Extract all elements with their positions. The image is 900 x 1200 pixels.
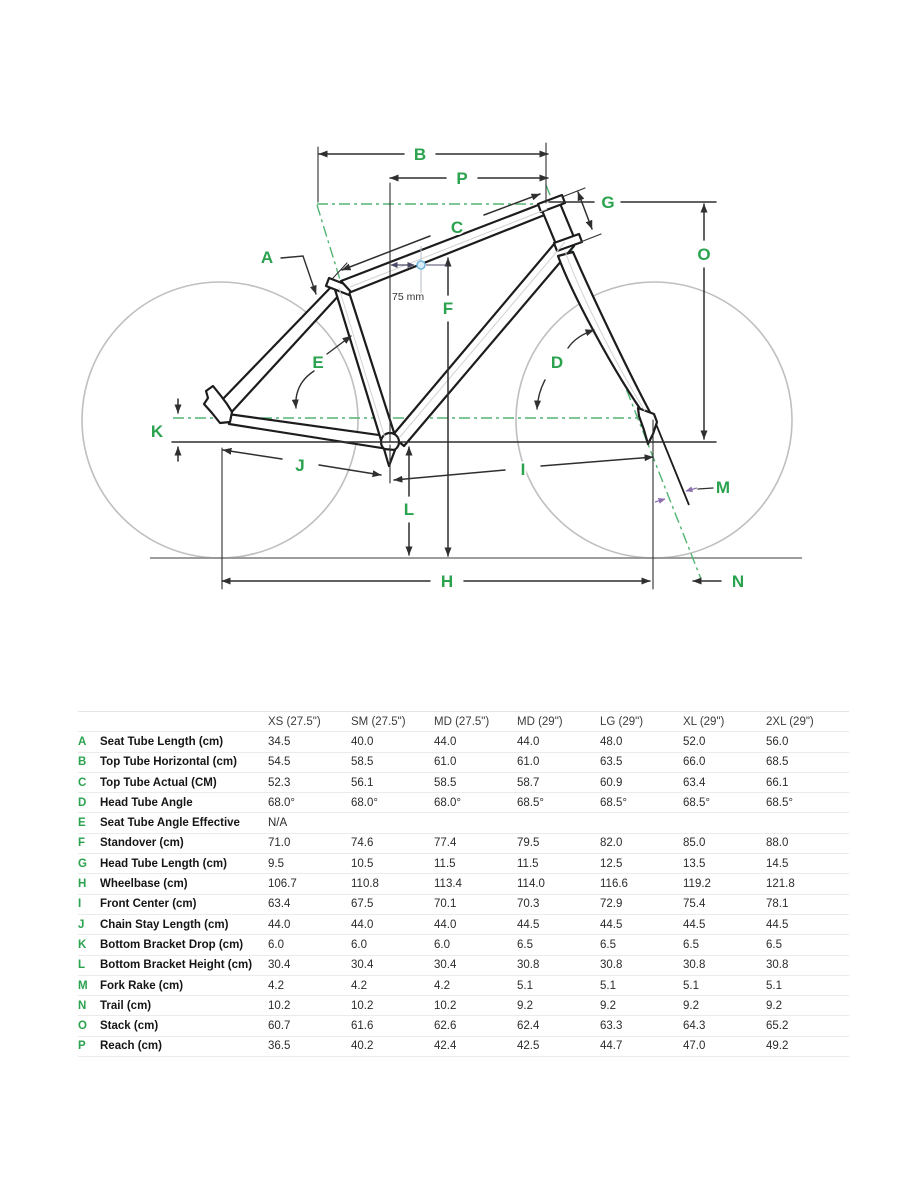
geometry-table [78,711,834,1057]
row-value: 68.5° [600,793,683,813]
row-value: 61.6 [351,1016,434,1036]
row-value: 47.0 [683,1036,766,1056]
row-value: 6.0 [351,935,434,955]
row-value: 77.4 [434,833,517,853]
row-value: 30.4 [351,955,434,975]
row-label: Standover (cm) [100,833,268,853]
row-letter: E [78,813,100,833]
row-value: 106.7 [268,874,351,894]
row-value: 67.5 [351,894,434,914]
row-value: 44.5 [766,914,849,934]
row-value: 49.2 [766,1036,849,1056]
row-value: 4.2 [351,975,434,995]
row-value: 58.5 [351,752,434,772]
row-label: Seat Tube Angle Effective [100,813,268,833]
row-value: 9.2 [600,996,683,1016]
dim-label-n: N [731,572,745,591]
row-value: 6.5 [766,935,849,955]
row-value: 30.8 [600,955,683,975]
row-label: Stack (cm) [100,1016,268,1036]
row-value: 62.4 [517,1016,600,1036]
row-value: 6.0 [434,935,517,955]
fork-blade [558,252,652,416]
row-value: 113.4 [434,874,517,894]
row-label: Front Center (cm) [100,894,268,914]
dim-label-d: D [550,353,564,372]
row-letter: O [78,1016,100,1036]
table-row [78,1036,849,1056]
table-row [78,1016,849,1036]
row-value: 44.0 [517,732,600,752]
row-value: 4.2 [434,975,517,995]
row-value: 52.3 [268,772,351,792]
row-value: 88.0 [766,833,849,853]
row-value: 30.8 [766,955,849,975]
seat-tube [333,283,398,445]
table-row [78,955,849,975]
column-header-md29: MD (29") [517,712,600,732]
row-value: 10.2 [268,996,351,1016]
row-value: 42.4 [434,1036,517,1056]
row-value: 82.0 [600,833,683,853]
row-value: 36.5 [268,1036,351,1056]
dim-label-p: P [456,169,468,188]
dim-label-m: M [715,478,731,497]
table-row [78,996,849,1016]
row-value: 114.0 [517,874,600,894]
dim-label-b: B [413,145,427,164]
row-value: 4.2 [268,975,351,995]
row-value: 60.7 [268,1016,351,1036]
row-label: Seat Tube Length (cm) [100,732,268,752]
table-row [78,914,849,934]
row-label: Fork Rake (cm) [100,975,268,995]
geometry-table-body [78,732,849,1057]
row-value: 78.1 [766,894,849,914]
row-letter: G [78,854,100,874]
row-value: 6.5 [600,935,683,955]
row-value: 68.5 [766,752,849,772]
row-value: 5.1 [517,975,600,995]
table-row [78,732,849,752]
row-value: 63.4 [268,894,351,914]
dim-label-o: O [697,245,711,264]
row-value: 13.5 [683,854,766,874]
dim-label-k: K [150,422,164,441]
row-value: 44.0 [351,914,434,934]
row-value: 12.5 [600,854,683,874]
dim-label-g: G [601,193,615,212]
table-row [78,813,849,833]
offset-label: 75 mm [392,291,425,303]
row-value [766,813,849,833]
table-row [78,793,849,813]
column-header-xl: XL (29") [683,712,766,732]
table-row [78,772,849,792]
row-value: 6.5 [683,935,766,955]
row-value: 5.1 [766,975,849,995]
row-value: 48.0 [600,732,683,752]
row-value: 40.2 [351,1036,434,1056]
row-value: 75.4 [683,894,766,914]
row-value: 10.2 [434,996,517,1016]
row-letter: H [78,874,100,894]
row-value: 66.0 [683,752,766,772]
header-spacer-letter [78,712,100,732]
row-value: 44.0 [434,732,517,752]
row-value: 85.0 [683,833,766,853]
row-letter: C [78,772,100,792]
row-value: 9.5 [268,854,351,874]
row-value: 62.6 [434,1016,517,1036]
row-value: 79.5 [517,833,600,853]
row-value [600,813,683,833]
row-value [517,813,600,833]
row-value: 14.5 [766,854,849,874]
dim-label-c: C [450,218,464,237]
row-value: 64.3 [683,1016,766,1036]
row-value: 6.5 [517,935,600,955]
row-value: 61.0 [434,752,517,772]
row-value: 68.0° [351,793,434,813]
row-value: 11.5 [517,854,600,874]
row-value: 30.4 [434,955,517,975]
row-value: 5.1 [600,975,683,995]
row-label: Bottom Bracket Height (cm) [100,955,268,975]
table-row [78,833,849,853]
header-spacer-name [100,712,268,732]
row-letter: F [78,833,100,853]
row-label: Top Tube Actual (CM) [100,772,268,792]
row-value: 56.0 [766,732,849,752]
row-value: 11.5 [434,854,517,874]
row-value [351,813,434,833]
row-value: 10.2 [351,996,434,1016]
seat-stay [220,286,341,416]
dim-label-i: I [520,460,526,479]
row-value: 9.2 [766,996,849,1016]
row-value: 61.0 [517,752,600,772]
row-label: Trail (cm) [100,996,268,1016]
row-letter: P [78,1036,100,1056]
row-value: 63.5 [600,752,683,772]
row-value: 68.0° [434,793,517,813]
column-header-2xl: 2XL (29") [766,712,849,732]
row-label: Head Tube Length (cm) [100,854,268,874]
row-value: 58.7 [517,772,600,792]
row-value: 52.0 [683,732,766,752]
row-letter: I [78,894,100,914]
dim-label-a: A [260,248,274,267]
row-value: 68.0° [268,793,351,813]
row-value: 30.4 [268,955,351,975]
row-letter: D [78,793,100,813]
row-letter: A [78,732,100,752]
row-value: 34.5 [268,732,351,752]
row-value: 40.0 [351,732,434,752]
column-header-xs: XS (27.5") [268,712,351,732]
dim-label-j: J [295,456,305,475]
row-letter: J [78,914,100,934]
row-value: 5.1 [683,975,766,995]
column-header-lg: LG (29") [600,712,683,732]
row-value: 116.6 [600,874,683,894]
row-value: 110.8 [351,874,434,894]
row-value: 70.1 [434,894,517,914]
row-value: 44.5 [683,914,766,934]
table-row [78,935,849,955]
row-value: 65.2 [766,1016,849,1036]
row-label: Reach (cm) [100,1036,268,1056]
row-value: 44.7 [600,1036,683,1056]
row-letter: B [78,752,100,772]
row-value: 72.9 [600,894,683,914]
row-value: 68.5° [683,793,766,813]
column-header-md275: MD (27.5") [434,712,517,732]
row-value: 9.2 [517,996,600,1016]
table-row [78,894,849,914]
rear-dropout [204,386,232,423]
dim-label-f: F [442,299,454,318]
dim-label-e: E [312,353,324,372]
row-value: 68.5° [517,793,600,813]
row-value: 66.1 [766,772,849,792]
row-value: 10.5 [351,854,434,874]
row-value: 30.8 [683,955,766,975]
row-value: 44.0 [268,914,351,934]
row-value: 121.8 [766,874,849,894]
table-row [78,874,849,894]
table-row [78,854,849,874]
offset-point-marker [417,261,425,269]
row-letter: K [78,935,100,955]
row-value: 68.5° [766,793,849,813]
row-value: 58.5 [434,772,517,792]
row-value [683,813,766,833]
row-value: 63.3 [600,1016,683,1036]
row-label: Top Tube Horizontal (cm) [100,752,268,772]
row-value: 42.5 [517,1036,600,1056]
row-value: 9.2 [683,996,766,1016]
row-value: 63.4 [683,772,766,792]
dim-label-h: H [440,572,454,591]
row-label: Bottom Bracket Drop (cm) [100,935,268,955]
row-value: 44.0 [434,914,517,934]
row-label: Head Tube Angle [100,793,268,813]
row-value: 56.1 [351,772,434,792]
table-row [78,752,849,772]
row-value: 44.5 [517,914,600,934]
row-value: 54.5 [268,752,351,772]
row-value: 74.6 [351,833,434,853]
fork-rake-reference-line [656,424,689,505]
table-header-row [78,712,849,732]
row-value: 44.5 [600,914,683,934]
row-label: Chain Stay Length (cm) [100,914,268,934]
row-value: 71.0 [268,833,351,853]
row-value: 119.2 [683,874,766,894]
dim-label-l: L [403,500,415,519]
row-value: N/A [268,813,351,833]
row-letter: N [78,996,100,1016]
row-label: Wheelbase (cm) [100,874,268,894]
row-value: 70.3 [517,894,600,914]
row-value: 30.8 [517,955,600,975]
column-header-sm: SM (27.5") [351,712,434,732]
row-letter: L [78,955,100,975]
row-value [434,813,517,833]
fork-rake-arrows [655,488,697,502]
row-value: 6.0 [268,935,351,955]
table-row [78,975,849,995]
chain-stay [228,414,388,449]
wheels [82,282,792,558]
row-value: 60.9 [600,772,683,792]
row-letter: M [78,975,100,995]
